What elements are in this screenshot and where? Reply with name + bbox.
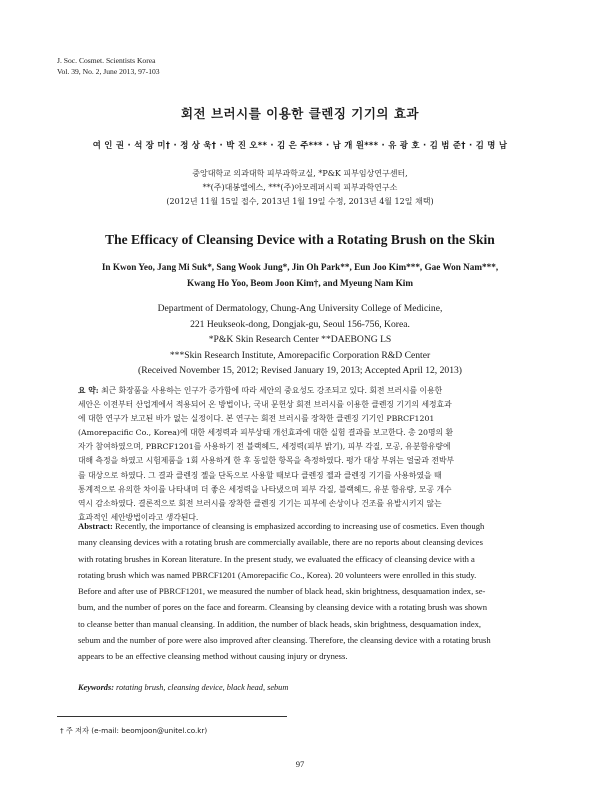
english-abstract-text: Recently, the importance of cleansing is emphasized according to increasing use of cosmetics. Even though bbox=[112, 521, 485, 531]
korean-abstract-text: 최근 화장품을 사용하는 인구가 증가함에 따라 세안의 중요성도 강조되고 있다. 회전 브러시를 이용한 bbox=[98, 386, 443, 395]
journal-header bbox=[57, 55, 160, 77]
korean-abstract-line: 효과적인 세안방법이라고 생각된다. bbox=[78, 512, 199, 522]
korean-affiliation-line: 중앙대학교 의과대학 피부과학교실, *P&K 피부임상연구센터, bbox=[192, 169, 408, 178]
korean-dates-line: (2012년 11월 15일 접수, 2013년 1월 19일 수정, 2013년 4월 12일 채택) bbox=[166, 197, 434, 206]
korean-abstract-line: 대해 측정을 하였고 시험제품을 1회 사용하게 한 후 동일한 항목을 측정하였다. 평가 대상 부위는 얼굴과 전박부 bbox=[78, 456, 455, 466]
english-affiliation-line: Department of Dermatology, Chung-Ang University College of Medicine, bbox=[157, 303, 443, 314]
korean-abstract-line bbox=[78, 384, 524, 398]
korean-abstract-line: 통계적으로 유의한 차이를 나타내며 더 좋은 세정력을 나타냈으며 피부 각질, 블랙헤드, 유분 함유량, 모공 개수 bbox=[78, 484, 452, 494]
english-abstract-line: appears to be an effective cleansing method without causing injury or dryness. bbox=[78, 651, 348, 662]
english-abstract-line bbox=[78, 518, 524, 534]
korean-abstract-line: 를 대상으로 하였다. 그 결과 클렌징 젤을 단독으로 사용할 때보다 클렌징 젤과 클렌징 기기를 사용하였을 때 bbox=[78, 470, 442, 480]
english-abstract-line: sebum and the number of pore were also improved after cleansing. Therefore, the cleansing device with a rotating brush bbox=[78, 635, 491, 646]
journal-volume: Vol. 39, No. 2, June 2013, 97-103 bbox=[57, 67, 160, 76]
korean-abstract-line: (Amorepacific Co., Korea)에 대한 세정력과 피부상태 개선효과에 대한 실험 결과를 보고한다. 총 20명의 환 bbox=[78, 428, 454, 438]
english-affiliation-line: *P&K Skin Research Center **DAEBONG LS bbox=[208, 334, 392, 345]
footnote: † 주 저자 (e-mail: beomjoon@unitel.co.kr) bbox=[60, 726, 208, 735]
english-affiliation-line: 221 Heukseok-dong, Dongjak-gu, Seoul 156-756, Korea. bbox=[190, 318, 410, 330]
footnote-divider bbox=[57, 716, 287, 717]
keywords bbox=[78, 683, 288, 692]
korean-affiliations bbox=[0, 167, 600, 209]
english-abstract-line: to cleanse better than manual cleansing. In addition, the number of black heads, skin brightness, desquamation index, bbox=[78, 618, 482, 629]
english-abstract-line: bum, and the number of pores on the face and forearm. Cleansing by cleansing device with a rotating brush was shown bbox=[78, 602, 488, 613]
english-affiliation-line: ***Skin Research Institute, Amorepacific Corporation R&D Center bbox=[169, 349, 431, 361]
korean-abstract-line: 에 대한 연구가 보고된 바가 없는 실정이다. 본 연구는 회전 브러시를 장착한 클렌징 기기인 PBRCF1201 bbox=[78, 414, 435, 424]
english-abstract-line: rotating brush which was named PBRCF1201 (Amorepacific Co., Korea). 20 volunteers were enrolled in this study. bbox=[78, 569, 477, 580]
korean-abstract bbox=[78, 384, 524, 525]
english-dates-line: (Received November 15, 2012; Revised January 19, 2013; Accepted April 12, 2013) bbox=[138, 365, 462, 376]
english-abstract bbox=[78, 518, 524, 665]
english-abstract-line: with rotating brushes in Korean literature. In the present study, we evaluated the efficacy of cleansing device with a bbox=[78, 553, 475, 564]
english-abstract-line: many cleansing devices with a rotating brush are commercially available, there are no reports about cleansing devices bbox=[78, 537, 483, 548]
keywords-label: Keywords: bbox=[78, 683, 114, 692]
english-authors-line: Kwang Ho Yoo, Beom Joon Kim†, and Myeung Nam Kim bbox=[186, 278, 414, 288]
korean-abstract-line: 역시 감소하였다. 결론적으로 회전 브러시를 장착한 클렌징 기기는 피부에 손상이나 건조를 유발시키지 않는 bbox=[78, 498, 442, 508]
english-authors bbox=[0, 259, 600, 291]
english-authors-line: In Kwon Yeo, Jang Mi Suk*, Sang Wook Jung*, Jin Oh Park**, Eun Joo Kim***, Gae Won Nam***, bbox=[101, 262, 499, 272]
english-title: The Efficacy of Cleansing Device with a Rotating Brush on the Skin bbox=[105, 232, 495, 247]
korean-affiliation-line: **(주)대봉엘에스, ***(주)아모레퍼시픽 피부과학연구소 bbox=[202, 183, 398, 192]
journal-name: J. Soc. Cosmet. Scientists Korea bbox=[57, 56, 156, 65]
korean-authors: 여 인 권 · 석 장 미† · 정 상 욱† · 박 진 오** · 김 은 주*** · 남 개 원*** · 유 광 호 · 김 범 준† · 김 명 남 bbox=[92, 140, 508, 150]
page-number: 97 bbox=[295, 759, 305, 769]
keywords-text: rotating brush, cleansing device, black head, sebum bbox=[113, 683, 289, 692]
english-abstract-label: Abstract: bbox=[78, 521, 113, 531]
korean-title: 회전 브러시를 이용한 클렌징 기기의 효과 bbox=[180, 106, 420, 121]
english-affiliations bbox=[0, 301, 600, 379]
korean-abstract-label: 요 약: bbox=[78, 386, 99, 395]
korean-abstract-line: 자가 참여하였으며, PBRCF1201를 사용하기 전 블랙헤드, 세정력(피부 밝기), 피부 각질, 모공, 유분함유량에 bbox=[78, 442, 451, 452]
korean-abstract-line: 세안은 이전부터 산업계에서 적용되어 온 방법이나, 국내 문헌상 회전 브러시를 이용한 클렌징 기기의 세정효과 bbox=[78, 400, 452, 410]
english-abstract-line: Before and after use of PBRCF1201, we measured the number of black head, skin brightness, desquamation index, se- bbox=[78, 586, 486, 597]
